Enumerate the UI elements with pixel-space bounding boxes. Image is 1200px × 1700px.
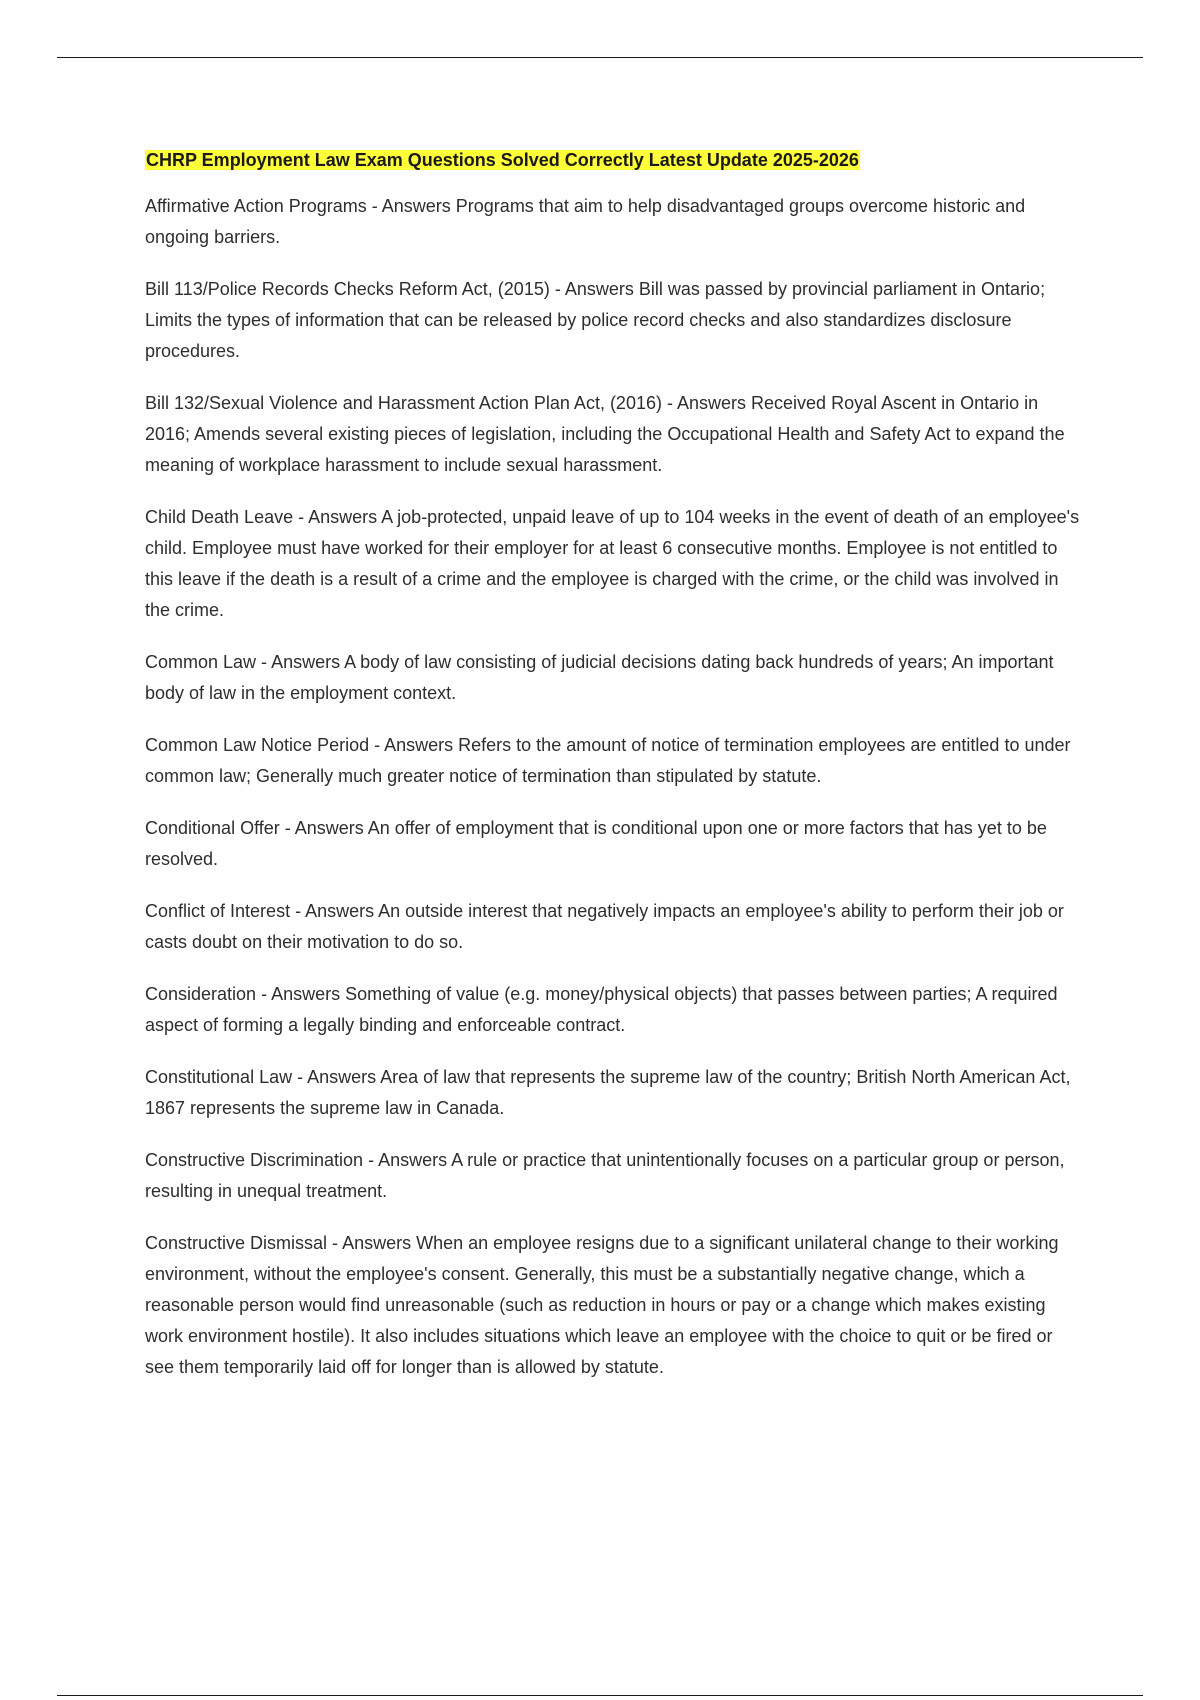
title-block bbox=[145, 145, 1085, 177]
entry-term: Common Law - bbox=[145, 652, 271, 672]
glossary-entry bbox=[145, 388, 1085, 481]
glossary-entry bbox=[145, 1228, 1085, 1383]
entry-answer: Answers Received Royal Ascent in Ontario in 2016; Amends several existing pieces of legislation, including the Occupational Health and Safety Act to expand the meaning of workplace harassment to include sexual harassment. bbox=[145, 393, 1065, 475]
glossary-entry bbox=[145, 979, 1085, 1041]
entry-term: Affirmative Action Programs - bbox=[145, 196, 382, 216]
entry-answer: Answers Area of law that represents the supreme law of the country; British North American Act, 1867 represents the supreme law in Canada. bbox=[145, 1067, 1071, 1118]
entry-term: Constitutional Law - bbox=[145, 1067, 307, 1087]
entry-answer: Answers When an employee resigns due to a significant unilateral change to their working environment, without the employee's consent. Generally, this must be a substantially negative change, which a reasonable person would find unreasonable (such as reduction in hours or pay or a change which makes existing work environment hostile). It also includes situations which leave an employee with the choice to quit or be fired or see them temporarily laid off for longer than is allowed by statute. bbox=[145, 1233, 1059, 1377]
entry-term: Child Death Leave - bbox=[145, 507, 308, 527]
glossary-entry bbox=[145, 730, 1085, 792]
glossary-entry bbox=[145, 274, 1085, 367]
entry-term: Constructive Discrimination - bbox=[145, 1150, 378, 1170]
entry-answer: Answers Bill was passed by provincial parliament in Ontario; Limits the types of information that can be released by police record checks and also standardizes disclosure procedures. bbox=[145, 279, 1046, 361]
entry-term: Conditional Offer - bbox=[145, 818, 295, 838]
entry-term: Conflict of Interest - bbox=[145, 901, 305, 921]
document-body bbox=[145, 145, 1085, 1404]
header-rule bbox=[57, 57, 1143, 58]
glossary-entry bbox=[145, 1145, 1085, 1207]
glossary-entry bbox=[145, 647, 1085, 709]
entry-answer: Answers An outside interest that negatively impacts an employee's ability to perform their job or casts doubt on their motivation to do so. bbox=[145, 901, 1064, 952]
footer-rule bbox=[57, 1695, 1143, 1696]
entry-answer: Answers An offer of employment that is conditional upon one or more factors that has yet to be resolved. bbox=[145, 818, 1047, 869]
entry-answer: Answers A rule or practice that unintentionally focuses on a particular group or person, resulting in unequal treatment. bbox=[145, 1150, 1065, 1201]
entry-answer: Answers Something of value (e.g. money/physical objects) that passes between parties; A required aspect of forming a legally binding and enforceable contract. bbox=[145, 984, 1058, 1035]
glossary-entry bbox=[145, 502, 1085, 626]
entry-answer: Answers Refers to the amount of notice of termination employees are entitled to under common law; Generally much greater notice of termination than stipulated by statute. bbox=[145, 735, 1071, 786]
glossary-entry bbox=[145, 1062, 1085, 1124]
glossary-entry bbox=[145, 896, 1085, 958]
entry-term: Constructive Dismissal - bbox=[145, 1233, 342, 1253]
entry-answer: Answers A body of law consisting of judicial decisions dating back hundreds of years; An important body of law in the employment context. bbox=[145, 652, 1054, 703]
entry-answer: Answers Programs that aim to help disadvantaged groups overcome historic and ongoing barriers. bbox=[145, 196, 1026, 247]
glossary-entry bbox=[145, 813, 1085, 875]
entry-term: Bill 132/Sexual Violence and Harassment Action Plan Act, (2016) - bbox=[145, 393, 677, 413]
entry-answer: Answers A job-protected, unpaid leave of up to 104 weeks in the event of death of an employee's child. Employee must have worked for their employer for at least 6 consecutive months. Employee is not entitled to this leave if the death is a result of a crime and the employee is charged with the crime, or the child was involved in the crime. bbox=[145, 507, 1080, 620]
entry-term: Bill 113/Police Records Checks Reform Act, (2015) - bbox=[145, 279, 565, 299]
document-title: CHRP Employment Law Exam Questions Solved Correctly Latest Update 2025-2026 bbox=[146, 150, 859, 170]
glossary-entry bbox=[145, 191, 1085, 253]
entry-term: Common Law Notice Period - bbox=[145, 735, 384, 755]
entry-term: Consideration - bbox=[145, 984, 271, 1004]
